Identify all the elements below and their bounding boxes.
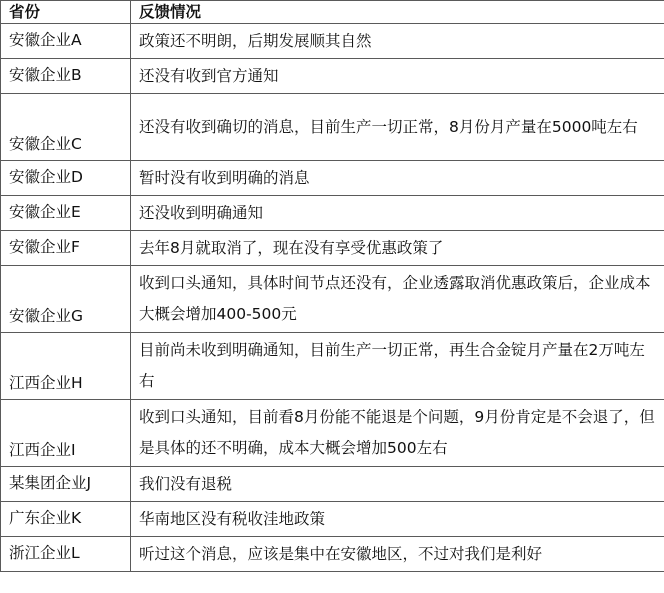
province-cell: 江西企业H xyxy=(1,333,131,400)
table-header-row xyxy=(1,1,664,24)
province-cell: 安徽企业C xyxy=(1,94,131,161)
header-feedback: 反馈情况 xyxy=(131,1,664,24)
table-row xyxy=(1,467,664,502)
header-province: 省份 xyxy=(1,1,131,24)
province-cell: 某集团企业J xyxy=(1,467,131,502)
province-cell: 江西企业I xyxy=(1,400,131,467)
table-row xyxy=(1,502,664,537)
feedback-cell: 收到口头通知，具体时间节点还没有，企业透露取消优惠政策后，企业成本大概会增加400-500元 xyxy=(131,266,664,333)
province-cell: 广东企业K xyxy=(1,502,131,537)
province-cell: 安徽企业G xyxy=(1,266,131,333)
feedback-cell: 目前尚未收到明确通知，目前生产一切正常，再生合金锭月产量在2万吨左右 xyxy=(131,333,664,400)
feedback-cell: 还没有收到确切的消息，目前生产一切正常，8月份月产量在5000吨左右 xyxy=(131,94,664,161)
feedback-cell: 收到口头通知，目前看8月份能不能退是个问题，9月份肯定是不会退了，但是具体的还不明确，成本大概会增加500左右 xyxy=(131,400,664,467)
feedback-cell: 暂时没有收到明确的消息 xyxy=(131,161,664,196)
province-cell: 安徽企业D xyxy=(1,161,131,196)
province-cell: 安徽企业E xyxy=(1,196,131,231)
table-row xyxy=(1,333,664,400)
province-cell: 安徽企业B xyxy=(1,59,131,94)
table-row xyxy=(1,161,664,196)
province-cell: 安徽企业F xyxy=(1,231,131,266)
feedback-cell: 还没有收到官方通知 xyxy=(131,59,664,94)
feedback-cell: 我们没有退税 xyxy=(131,467,664,502)
table-row xyxy=(1,266,664,333)
table-row xyxy=(1,537,664,572)
feedback-cell: 华南地区没有税收洼地政策 xyxy=(131,502,664,537)
table-row xyxy=(1,231,664,266)
table-row xyxy=(1,59,664,94)
feedback-cell: 去年8月就取消了，现在没有享受优惠政策了 xyxy=(131,231,664,266)
table-row xyxy=(1,94,664,161)
table-row xyxy=(1,196,664,231)
table-row xyxy=(1,400,664,467)
table-row xyxy=(1,24,664,59)
feedback-cell: 听过这个消息，应该是集中在安徽地区，不过对我们是利好 xyxy=(131,537,664,572)
province-cell: 安徽企业A xyxy=(1,24,131,59)
feedback-cell: 还没收到明确通知 xyxy=(131,196,664,231)
province-cell: 浙江企业L xyxy=(1,537,131,572)
feedback-cell: 政策还不明朗，后期发展顺其自然 xyxy=(131,24,664,59)
